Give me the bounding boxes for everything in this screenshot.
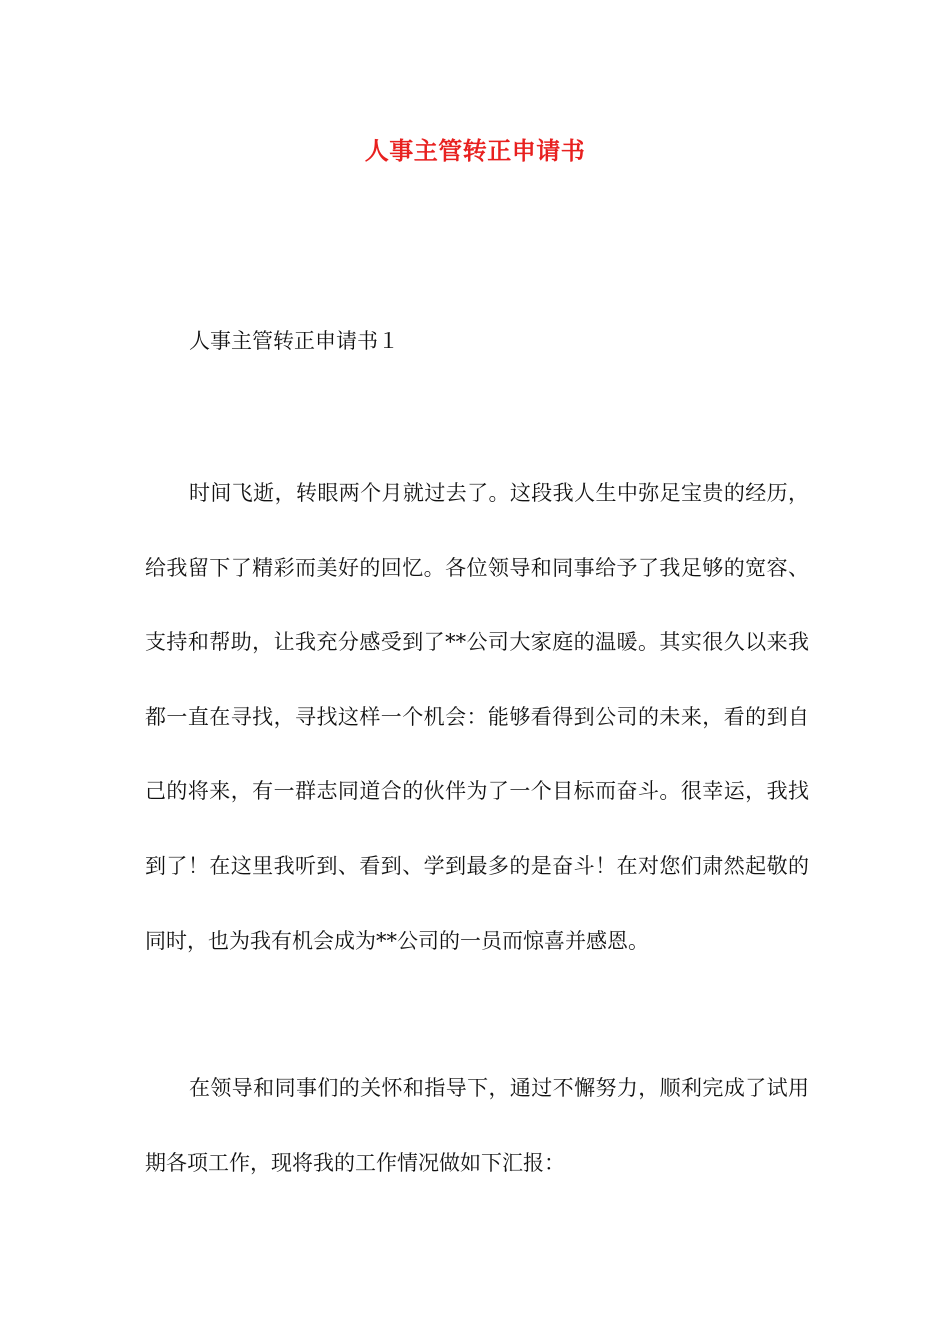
- section-heading: 人事主管转正申请书１: [189, 329, 399, 353]
- document-title: 人事主管转正申请书: [364, 136, 586, 165]
- paragraph-1: 时间飞逝，转眼两个月就过去了。这段我人生中弥足宝贵的经历，给我留下了精彩而美好的回忆。各位领导和同事给予了我足够的宽容、支持和帮助，让我充分感受到了**公司大家庭的温暖。其实很久以来我都一直在寻找，寻找这样一个机会：能够看得到公司的未来，看的到自己的将来，有一群志同道合的伙伴为了一个目标而奋斗。很幸运，我找到了！在这里我听到、看到、学到最多的是奋斗！在对您们肃然起敬的同时，也为我有机会成为**公司的一员而惊喜并感恩。: [145, 481, 809, 953]
- paragraph-2: 在领导和同事们的关怀和指导下，通过不懈努力，顺利完成了试用期各项工作，现将我的工作情况做如下汇报：: [145, 1076, 809, 1175]
